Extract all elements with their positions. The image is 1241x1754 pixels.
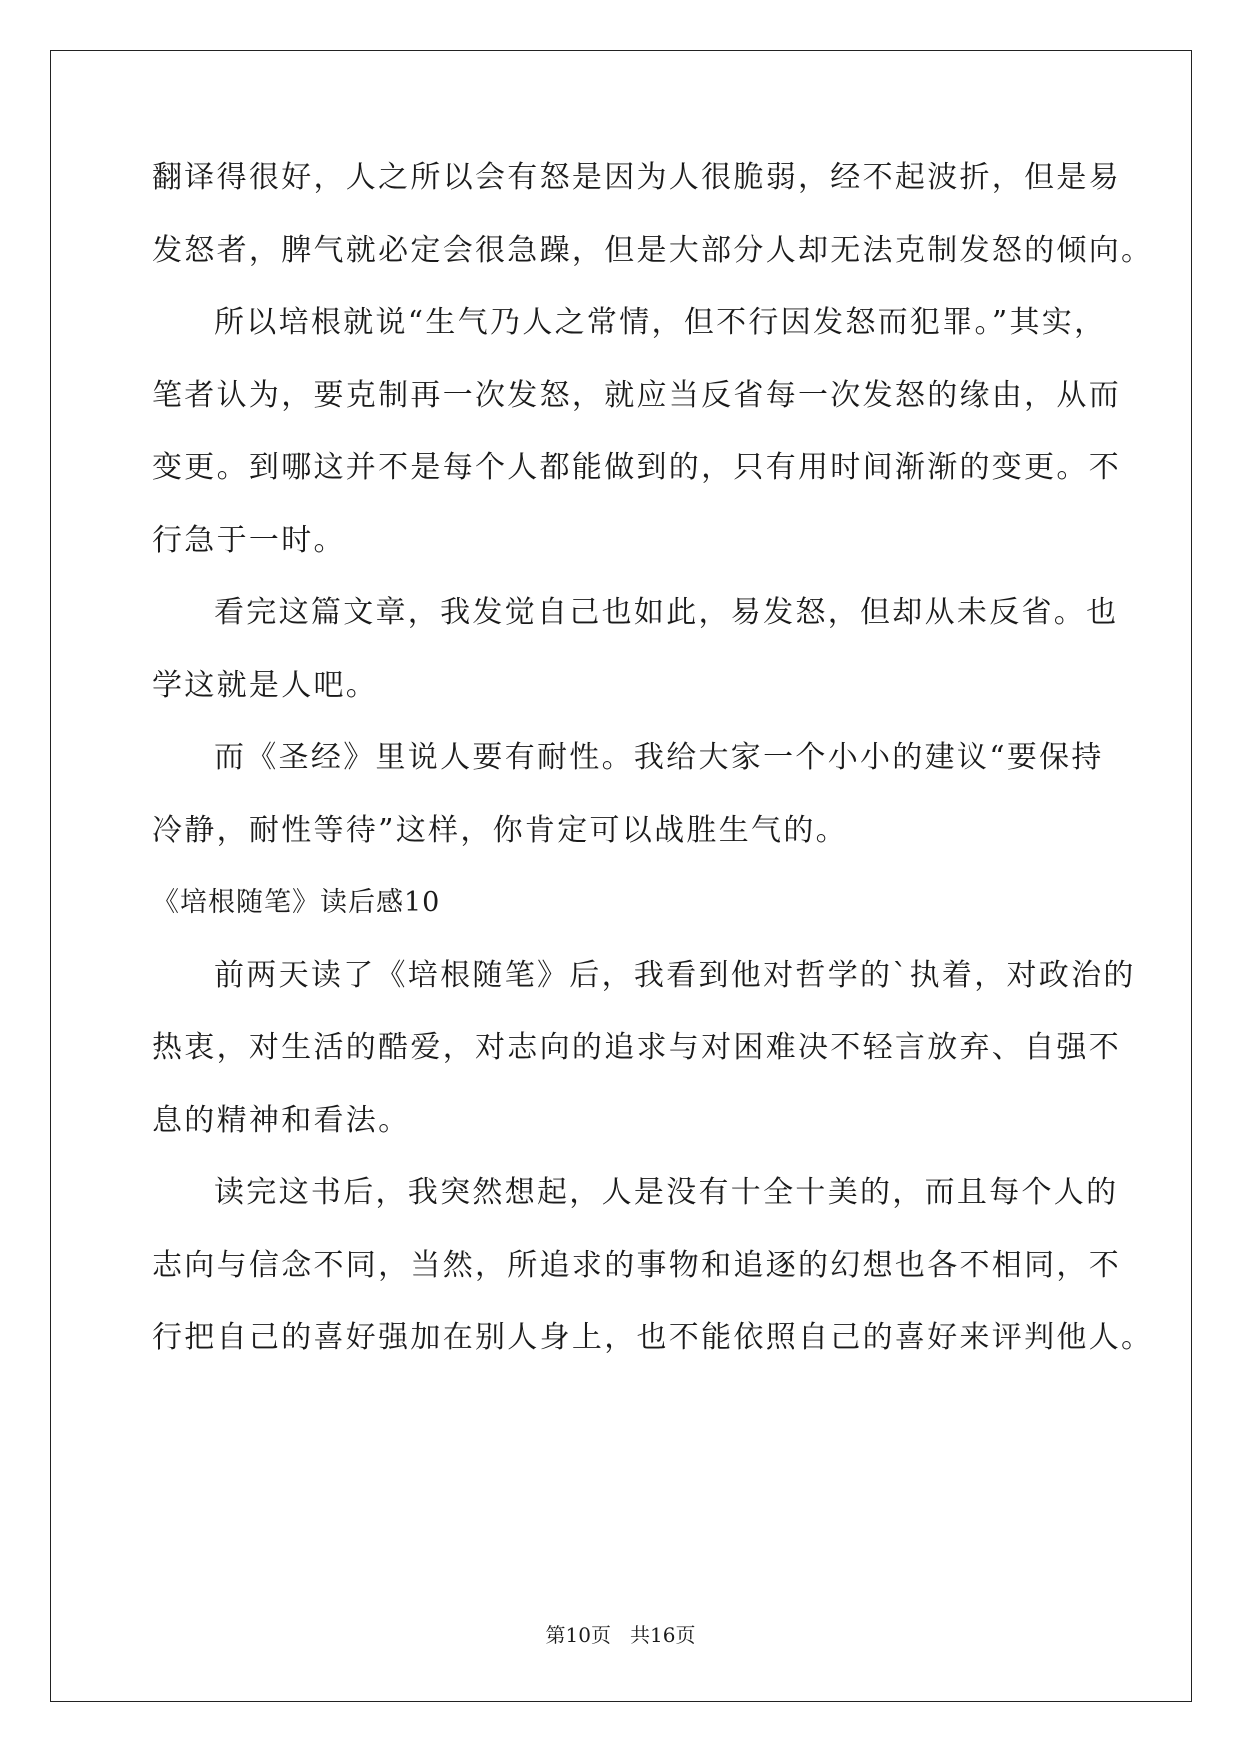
paragraph-line: 看完这篇文章，我发觉自己也如此，易发怒，但却从未反省。也 xyxy=(214,595,1119,630)
page-total: 共16页 xyxy=(630,1623,696,1647)
paragraph-line: 冷静，耐性等待”这样，你肯定可以战胜生气的。 xyxy=(152,813,848,848)
paragraph-line: 而《圣经》里说人要有耐性。我给大家一个小小的建议“要保持 xyxy=(214,740,1104,775)
page-footer xyxy=(0,1622,1241,1648)
section-heading: 《培根随笔》读后感10 xyxy=(152,887,441,918)
paragraph-line: 行急于一时。 xyxy=(152,523,346,558)
paragraph-line: 热衷，对生活的酷爱，对志向的追求与对困难决不轻言放弃、自强不 xyxy=(152,1030,1121,1065)
paragraph-line: 笔者认为，要克制再一次发怒，就应当反省每一次发怒的缘由，从而 xyxy=(152,378,1121,413)
paragraph-line: 翻译得很好，人之所以会有怒是因为人很脆弱，经不起波折，但是易 xyxy=(152,160,1121,195)
page-border xyxy=(50,50,1192,1702)
paragraph-line: 学这就是人吧。 xyxy=(152,668,379,703)
paragraph-line: 发怒者，脾气就必定会很急躁，但是大部分人却无法克制发怒的倾向。 xyxy=(152,233,1154,268)
page-number: 第10页 xyxy=(545,1623,611,1647)
paragraph-line: 前两天读了《培根随笔》后，我看到他对哲学的`执着，对政治的 xyxy=(214,958,1136,993)
paragraph-line: 行把自己的喜好强加在别人身上，也不能依照自己的喜好来评判他人。 xyxy=(152,1320,1154,1355)
paragraph-line: 读完这书后，我突然想起，人是没有十全十美的，而且每个人的 xyxy=(214,1175,1119,1210)
paragraph-line: 志向与信念不同，当然，所追求的事物和追逐的幻想也各不相同，不 xyxy=(152,1248,1121,1283)
paragraph-line: 变更。到哪这并不是每个人都能做到的，只有用时间渐渐的变更。不 xyxy=(152,450,1121,485)
paragraph-line: 所以培根就说“生气乃人之常情，但不行因发怒而犯罪。”其实， xyxy=(214,305,1107,340)
paragraph-line: 息的精神和看法。 xyxy=(152,1103,411,1138)
